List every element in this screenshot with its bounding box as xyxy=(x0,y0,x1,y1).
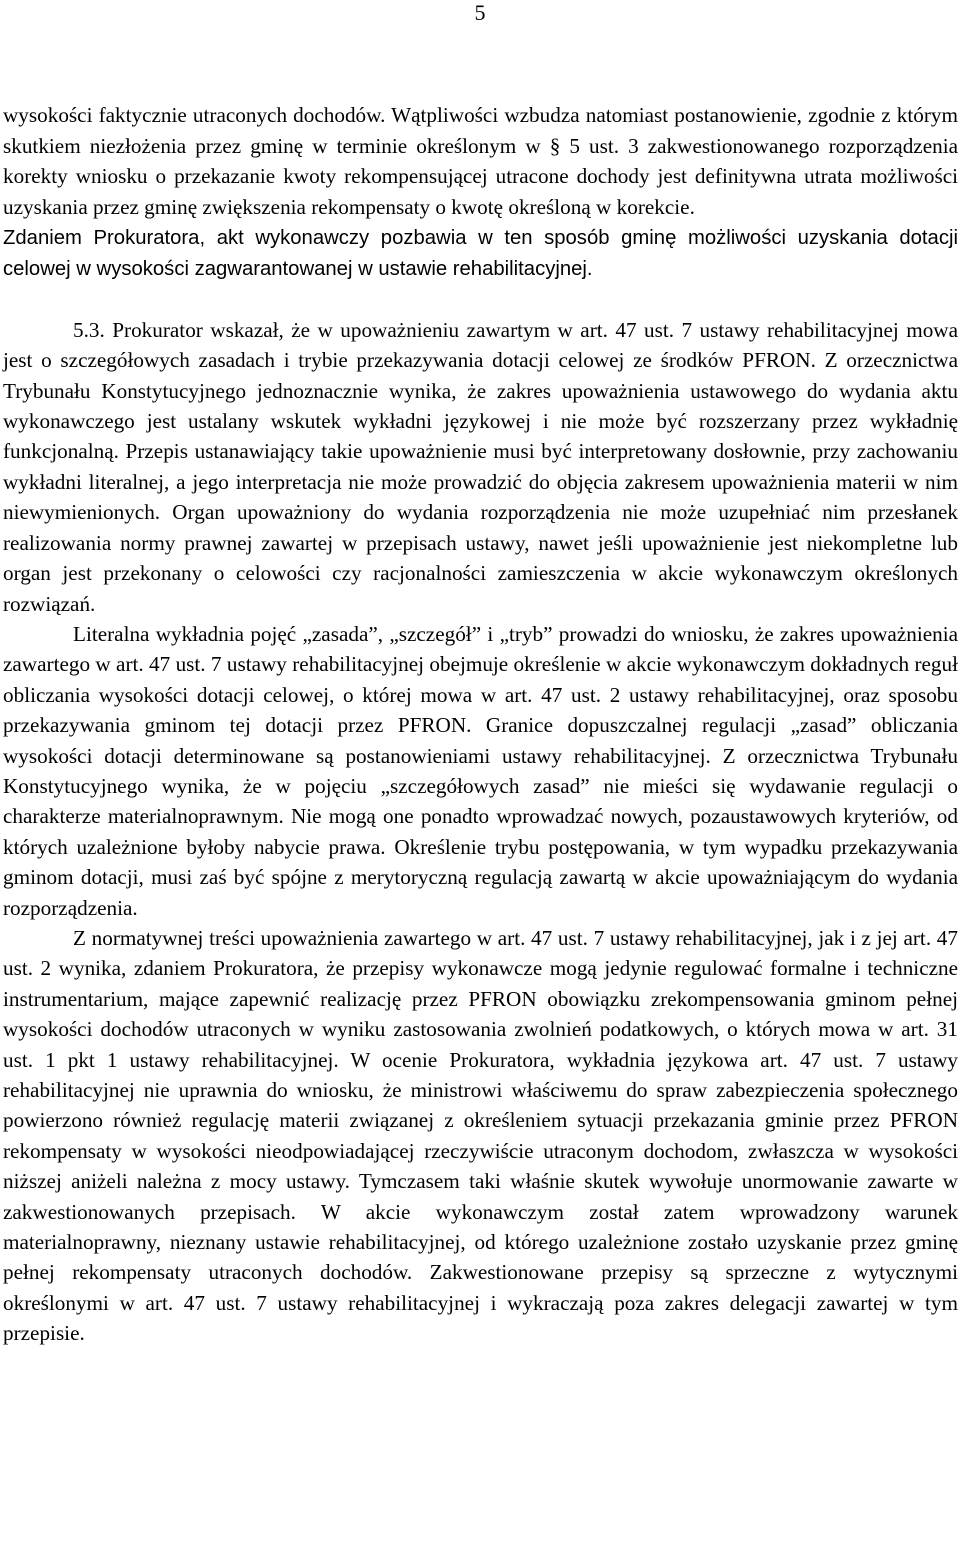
document-body xyxy=(3,70,958,1349)
paragraph-continuation xyxy=(3,70,958,285)
page-number: 5 xyxy=(474,0,486,25)
paragraph-5-3: 5.3. Prokurator wskazał, że w upoważnieniu zawartym w art. 47 ust. 7 ustawy rehabilitacyjnej mowa jest o szczegółowych zasadach i trybie przekazywania dotacji celowej ze środków PFRON. Z orzecznictwa Trybunału Konstytucyjnego jednoznacznie wynika, że zakres upoważnienia ustawowego do wydania aktu wykonawczego jest ustalany wskutek wykładni językowej i nie może być rozszerzany przez wykładnię funkcjonalną. Przepis ustanawiający takie upoważnienie musi być interpretowany dosłownie, przy zachowaniu wykładni literalnej, a jego interpretacja nie może prowadzić do objęcia zakresem upoważnienia materii w nim niewymienionych. Organ upoważniony do wydania rozporządzenia nie może uzupełniać nim przesłanek realizowania normy prawnej zawartej w przepisach ustawy, nawet jeśli upoważnienie jest niekompletne lub organ jest przekonany o celowości czy racjonalności zamieszczenia w akcie wykonawczym określonych rozwiązań. xyxy=(3,317,958,616)
paragraph-normative-content: Z normatywnej treści upoważnienia zawartego w art. 47 ust. 7 ustawy rehabilitacyjnej, jak i z jej art. 47 ust. 2 wynika, zdaniem Prokuratora, że przepisy wykonawcze mogą jedynie regulować formalne i techniczne instrumentarium, mające zapewnić realizację przez PFRON obowiązku zrekompensowania gminom pełnej wysokości dochodów utraconych w wyniku zastosowania zwolnień podatkowych, o których mowa w art. 31 ust. 1 pkt 1 ustawy rehabilitacyjnej. W ocenie Prokuratora, wykładnia językowa art. 47 ust. 7 ustawy rehabilitacyjnej nie uprawnia do wniosku, że ministrowi właściwemu do spraw zabezpieczenia społecznego powierzono również regulację materii związanej z określeniem sytuacji przekazania gminie przez PFRON rekompensaty w wysokości nieodpowiadającej rzeczywiście utraconym dochodom, zwłaszcza w wysokości niższej aniżeli należna z mocy ustawy. Tymczasem taki właśnie skutek wywołuje unormowanie zawarte w zakwestionowanych przepisach. W akcie wykonawczym został zatem wprowadzony warunek materialnoprawny, nieznany ustawie rehabilitacyjnej, od którego uzależnione zostało uzyskanie przez gminę pełnej rekompensaty utraconych dochodów. Zakwestionowane przepisy są sprzeczne z wytycznymi określonymi w art. 47 ust. 7 ustawy rehabilitacyjnej i wykraczają poza zakres delegacji zawartej w tym przepisie. xyxy=(3,925,958,1346)
paragraph-literal-interpretation: Literalna wykładnia pojęć „zasada”, „szczegół” i „tryb” prowadzi do wniosku, że zakres upoważnienia zawartego w art. 47 ust. 7 ustawy rehabilitacyjnej obejmuje określenie w akcie wykonawczym dokładnych reguł obliczania wysokości dotacji celowej, o której mowa w art. 47 ust. 2 ustawy rehabilitacyjnej, oraz sposobu przekazywania gminom tej dotacji przez PFRON. Granice dopuszczalnej regulacji „zasad” obliczania wysokości dotacji determinowane są postanowieniami ustawy rehabilitacyjnej. Z orzecznictwa Trybunału Konstytucyjnego wynika, że w pojęciu „szczegółowych zasad” nie mieści się wydawanie regulacji o charakterze materialnoprawnym. Nie mogą one ponadto wprowadzać nowych, pozaustawowych kryteriów, od których uzależnione byłoby nabycie prawa. Określenie trybu postępowania, w tym wypadku przekazywania gminom dotacji, musi zaś być spójne z merytoryczną regulacją zawartą w akcie upoważniającym do wydania rozporządzenia. xyxy=(3,621,958,920)
paragraph-continuation-serif-text: wysokości faktycznie utraconych dochodów. Wątpliwości wzbudza natomiast postanowienie, zgodnie z którym skutkiem niezłożenia przez gminę w terminie określonym w § 5 ust. 3 zakwestionowanego rozporządzenia korekty wniosku o przekazanie kwoty rekompensującej utracone dochody jest definitywna utrata możliwości uzyskania przez gminę zwiększenia rekompensaty o kwotę określoną w korekcie. xyxy=(3,103,958,219)
paragraph-continuation-sans-text: Zdaniem Prokuratora, akt wykonawczy pozbawia w ten sposób gminę możliwości uzyskania dotacji celowej w wysokości zagwarantowanej w ustawie rehabilitacyjnej. xyxy=(3,227,958,281)
paragraph-gap xyxy=(3,285,958,315)
